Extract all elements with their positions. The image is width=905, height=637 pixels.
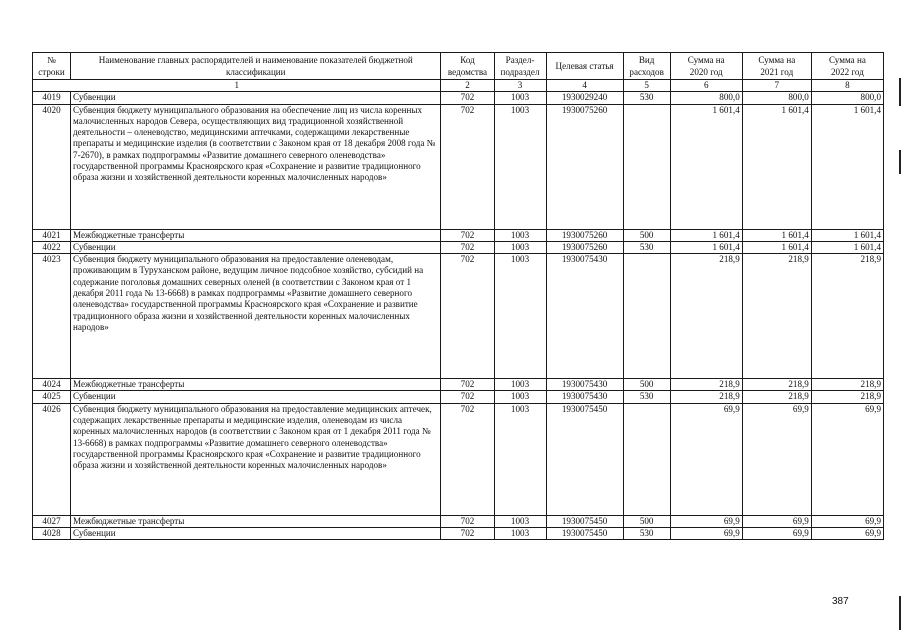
row-target-article: 1930075260	[546, 229, 623, 241]
row-name: Субвенция бюджету муниципального образования на предоставление медицинских аптечек, содержащих лекарственные препараты и медицинские изделия, оленеводам из числа коренных малочисленных народов (в соответствии с Законом края от 1 декабря 2011 года № 13-6668) в рамках подпрограммы «Развитие домашнего северного оленеводства» государственной программы Красноярского края «Сохранение и развитие традиционного образа жизни и хозяйственной деятельности коренных малочисленных народов»	[71, 403, 441, 515]
row-sum-2022: 69,9	[811, 515, 883, 527]
row-number: 4019	[33, 92, 71, 104]
row-dept-code: 702	[441, 241, 494, 253]
column-index: 6	[670, 80, 742, 92]
row-name: Субвенции	[71, 528, 441, 540]
row-sum-2021: 1 601,4	[742, 104, 811, 229]
row-section: 1003	[494, 92, 546, 104]
row-section: 1003	[494, 515, 546, 527]
row-sum-2021: 69,9	[742, 515, 811, 527]
row-sum-2020: 1 601,4	[670, 104, 742, 229]
row-section: 1003	[494, 254, 546, 379]
row-sum-2022: 1 601,4	[811, 229, 883, 241]
row-dept-code: 702	[441, 104, 494, 229]
row-sum-2021: 218,9	[742, 391, 811, 403]
row-sum-2022: 69,9	[811, 403, 883, 515]
row-sum-2022: 800,0	[811, 92, 883, 104]
row-section: 1003	[494, 241, 546, 253]
row-target-article: 1930075430	[546, 391, 623, 403]
row-sum-2022: 69,9	[811, 528, 883, 540]
row-target-article: 1930075450	[546, 403, 623, 515]
row-number: 4025	[33, 391, 71, 403]
header-sum-2020: Сумма на 2020 год	[670, 53, 742, 80]
column-index: 7	[742, 80, 811, 92]
row-sum-2022: 218,9	[811, 391, 883, 403]
row-section: 1003	[494, 379, 546, 391]
row-number: 4026	[33, 403, 71, 515]
row-number: 4022	[33, 241, 71, 253]
row-expense-type: 500	[623, 229, 670, 241]
row-sum-2020: 1 601,4	[670, 241, 742, 253]
header-section: Раздел- подраздел	[494, 53, 546, 80]
row-target-article: 1930075260	[546, 241, 623, 253]
row-section: 1003	[494, 528, 546, 540]
header-sum-2021: Сумма на 2021 год	[742, 53, 811, 80]
row-sum-2020: 800,0	[670, 92, 742, 104]
row-target-article: 1930075450	[546, 515, 623, 527]
table-body	[33, 92, 884, 540]
budget-table	[32, 52, 884, 540]
row-expense-type: 500	[623, 515, 670, 527]
row-number: 4024	[33, 379, 71, 391]
page-number: 387	[832, 596, 849, 607]
row-sum-2020: 69,9	[670, 528, 742, 540]
row-target-article: 1930075430	[546, 254, 623, 379]
row-dept-code: 702	[441, 403, 494, 515]
row-section: 1003	[494, 104, 546, 229]
table-row	[33, 391, 884, 403]
header-row-number: № строки	[33, 53, 71, 80]
row-sum-2021: 800,0	[742, 92, 811, 104]
row-sum-2021: 69,9	[742, 403, 811, 515]
column-index: 5	[623, 80, 670, 92]
table-row	[33, 241, 884, 253]
row-target-article: 1930075260	[546, 104, 623, 229]
row-dept-code: 702	[441, 515, 494, 527]
row-dept-code: 702	[441, 92, 494, 104]
row-section: 1003	[494, 229, 546, 241]
row-target-article: 1930029240	[546, 92, 623, 104]
column-index: 2	[441, 80, 494, 92]
table-row	[33, 515, 884, 527]
scan-edge-mark	[899, 596, 901, 630]
table-row	[33, 379, 884, 391]
row-dept-code: 702	[441, 391, 494, 403]
row-number: 4020	[33, 104, 71, 229]
table-row	[33, 104, 884, 229]
row-expense-type	[623, 403, 670, 515]
row-name: Межбюджетные трансферты	[71, 229, 441, 241]
table-row	[33, 254, 884, 379]
row-expense-type: 530	[623, 241, 670, 253]
table-header	[33, 53, 884, 92]
row-sum-2022: 218,9	[811, 379, 883, 391]
row-expense-type: 530	[623, 391, 670, 403]
scan-edge-mark	[899, 78, 901, 106]
row-dept-code: 702	[441, 528, 494, 540]
row-number: 4023	[33, 254, 71, 379]
row-target-article: 1930075450	[546, 528, 623, 540]
row-dept-code: 702	[441, 229, 494, 241]
row-number: 4021	[33, 229, 71, 241]
table-row	[33, 92, 884, 104]
row-dept-code: 702	[441, 254, 494, 379]
column-index: 4	[546, 80, 623, 92]
row-sum-2021: 1 601,4	[742, 229, 811, 241]
row-name: Межбюджетные трансферты	[71, 515, 441, 527]
header-row	[33, 53, 884, 80]
header-expense-type: Вид расходов	[623, 53, 670, 80]
row-name: Межбюджетные трансферты	[71, 379, 441, 391]
scan-edge-mark	[899, 150, 901, 174]
row-sum-2021: 218,9	[742, 379, 811, 391]
row-sum-2020: 69,9	[670, 403, 742, 515]
row-sum-2020: 218,9	[670, 379, 742, 391]
header-dept-code: Код ведомства	[441, 53, 494, 80]
row-expense-type: 500	[623, 379, 670, 391]
row-expense-type: 530	[623, 92, 670, 104]
row-number: 4027	[33, 515, 71, 527]
row-target-article: 1930075430	[546, 379, 623, 391]
row-sum-2020: 1 601,4	[670, 229, 742, 241]
table-row	[33, 229, 884, 241]
row-name: Субвенция бюджету муниципального образования на обеспечение лиц из числа коренных малочисленных народов Севера, осуществляющих вид традиционной хозяйственной деятельности – оленеводство, медицинскими аптечками, содержащими лекарственные препараты и медицинские изделия (в соответствии с Законом края от 18 декабря 2008 года № 7-2670), в рамках подпрограммы «Развитие домашнего северного оленеводства» государственной программы Красноярского края «Сохранение и развитие традиционного образа жизни и хозяйственной деятельности коренных малочисленных народов»	[71, 104, 441, 229]
row-sum-2021: 218,9	[742, 254, 811, 379]
column-index: 1	[33, 80, 441, 92]
column-index: 8	[811, 80, 883, 92]
row-name: Субвенции	[71, 391, 441, 403]
row-dept-code: 702	[441, 379, 494, 391]
row-sum-2021: 1 601,4	[742, 241, 811, 253]
table-row	[33, 528, 884, 540]
row-sum-2022: 218,9	[811, 254, 883, 379]
header-name: Наименование главных распорядителей и наименование показателей бюджетной классификации	[71, 53, 441, 80]
table-row	[33, 403, 884, 515]
row-expense-type	[623, 104, 670, 229]
row-sum-2021: 69,9	[742, 528, 811, 540]
column-index-row	[33, 80, 884, 92]
row-sum-2022: 1 601,4	[811, 104, 883, 229]
row-section: 1003	[494, 403, 546, 515]
header-sum-2022: Сумма на 2022 год	[811, 53, 883, 80]
row-name: Субвенции	[71, 241, 441, 253]
row-name: Субвенция бюджету муниципального образования на предоставление оленеводам, проживающим в Туруханском районе, ведущим личное подсобное хозяйство, субсидий на содержание поголовья домашних северных оленей (в соответствии с Законом края от 1 декабря 2011 года № 13-6668) в рамках подпрограммы «Развитие домашнего северного оленеводства» государственной программы Красноярского края «Сохранение и развитие традиционного образа жизни и хозяйственной деятельности коренных малочисленных народов»	[71, 254, 441, 379]
row-sum-2020: 218,9	[670, 254, 742, 379]
row-expense-type	[623, 254, 670, 379]
column-index: 3	[494, 80, 546, 92]
row-number: 4028	[33, 528, 71, 540]
row-sum-2020: 218,9	[670, 391, 742, 403]
row-sum-2022: 1 601,4	[811, 241, 883, 253]
row-name: Субвенции	[71, 92, 441, 104]
row-expense-type: 530	[623, 528, 670, 540]
row-sum-2020: 69,9	[670, 515, 742, 527]
row-section: 1003	[494, 391, 546, 403]
header-target-article: Целевая статья	[546, 53, 623, 80]
